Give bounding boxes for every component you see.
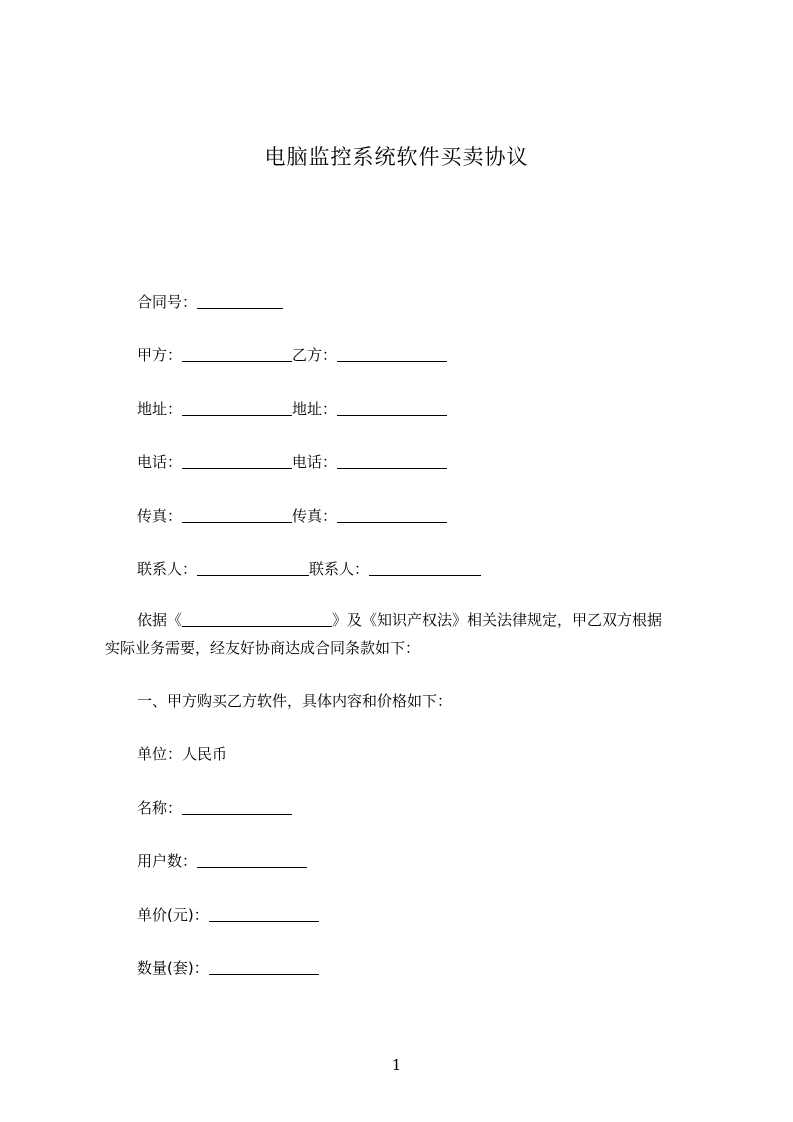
party-b-label: 乙方：	[292, 346, 338, 364]
basis-paragraph	[105, 606, 705, 662]
quantity-line	[137, 958, 319, 978]
currency-unit-line: 单位：人民币	[137, 745, 228, 763]
fax-a-blank[interactable]	[182, 508, 292, 523]
page-number: 1	[391, 1056, 402, 1074]
user-count-line	[137, 851, 307, 871]
product-name-line	[137, 798, 292, 818]
phone-b-label: 电话：	[292, 453, 338, 471]
unit-price-blank[interactable]	[209, 907, 319, 922]
fax-b-blank[interactable]	[337, 508, 447, 523]
party-a-blank[interactable]	[182, 347, 292, 362]
contract-number-line	[137, 292, 283, 312]
address-line	[137, 399, 447, 419]
contact-line	[137, 559, 481, 579]
user-count-blank[interactable]	[197, 853, 307, 868]
document-title: 电脑监控系统软件买卖协议	[264, 145, 529, 169]
fax-line	[137, 506, 447, 526]
basis-prefix: 依据《	[137, 611, 183, 629]
party-b-blank[interactable]	[337, 347, 447, 362]
address-a-blank[interactable]	[182, 401, 292, 416]
law-name-blank[interactable]	[182, 612, 332, 627]
address-a-label: 地址：	[137, 400, 183, 418]
unit-price-line	[137, 905, 319, 925]
section-1-heading: 一、甲方购买乙方软件，具体内容和价格如下：	[137, 692, 453, 710]
contact-b-label: 联系人：	[309, 560, 370, 578]
product-name-blank[interactable]	[182, 800, 292, 815]
party-line	[137, 345, 447, 365]
unit-price-label: 单价(元)：	[137, 906, 209, 924]
quantity-label: 数量(套)：	[137, 959, 209, 977]
fax-a-label: 传真：	[137, 507, 183, 525]
basis-line-1	[105, 606, 705, 634]
party-a-label: 甲方：	[137, 346, 183, 364]
phone-a-blank[interactable]	[182, 454, 292, 469]
user-count-label: 用户数：	[137, 852, 198, 870]
quantity-blank[interactable]	[209, 960, 319, 975]
fax-b-label: 传真：	[292, 507, 338, 525]
basis-suffix: 》及《知识产权法》相关法律规定，甲乙双方根据	[332, 611, 663, 629]
phone-b-blank[interactable]	[337, 454, 447, 469]
contract-number-label: 合同号：	[137, 293, 198, 311]
product-name-label: 名称：	[137, 799, 183, 817]
address-b-label: 地址：	[292, 400, 338, 418]
contact-a-label: 联系人：	[137, 560, 198, 578]
contact-a-blank[interactable]	[197, 561, 309, 576]
phone-line	[137, 452, 447, 472]
contact-b-blank[interactable]	[369, 561, 481, 576]
phone-a-label: 电话：	[137, 453, 183, 471]
basis-line-2: 实际业务需要，经友好协商达成合同条款如下：	[105, 639, 421, 657]
contract-number-blank[interactable]	[197, 294, 283, 309]
address-b-blank[interactable]	[337, 401, 447, 416]
